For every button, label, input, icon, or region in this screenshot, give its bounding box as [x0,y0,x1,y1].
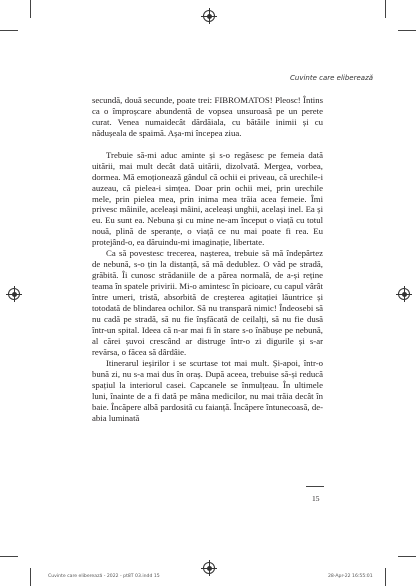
crop-mark [0,30,18,31]
folio-rule [306,486,324,487]
crop-mark [30,568,31,586]
crop-mark [398,30,416,31]
page-number: 15 [312,494,320,503]
crop-mark [30,0,31,18]
paragraph: Trebuie să-mi aduc aminte și s-o regăsesc pe femeia dată uitării, mai mult decât dată uitării, dizolvată. Mergea, vorbea, dormea. Mă emoționează gândul că ochii ei priveau, că urechile-i auzeau, că pielea-i simțea. Doar prin ochii mei, prin urechile mele, prin pielea mea, prin inima mea trăia acea femeie. Îmi privesc mâinile, aceleași mâini, aceleași unghii, același inel. Ea și eu. Eu sunt ea. Nebuna și cu mine ne-am început o viață cu totul nouă, plină de speranțe, o viață ce nu mai poate fi rea. Eu protejând-o, ea dăruindu-mi imaginație, libertate. [92,149,323,248]
body-text [92,95,323,424]
registration-mark-right [398,288,410,300]
crop-mark [398,556,416,557]
crop-mark [385,0,386,18]
slug-timestamp: 28-Apr-22 16:55:01 [328,574,373,579]
slug-file-info: Cuvinte care eliberează - 2022 - pt8T 03.indd 15 [48,574,160,579]
registration-mark-bottom [203,562,215,574]
running-head: Cuvinte care eliberează [290,74,374,82]
crop-mark [385,568,386,586]
paragraph: Ca să povestesc trecerea, nașterea, trebuie să mă îndepărtez de nebună, s-o țin la distanță, să mă dedublez. O văd pe stradă, grăbită. Îi cunosc strădaniile de a părea normală, de a-și reține teama în spatele privirii. Mi-o amintesc în picioare, cu capul vârât între umeri, tristă, absorbită de creșterea agitației lăuntrice și totodată de blindarea ochilor. Să nu transpară nimic! Îndeosebi să nu cadă pe stradă, să nu fie înșfăcată de ceilalți, să nu fie dusă într-un spital. Ideea că n-ar mai fi în stare s-o înăbușe pe nebună, al cărei șuvoi crescând ar distruge într-o zi digurile și s-ar revărsa, o făcea să dârdâie. [92,248,323,357]
registration-mark-top [203,10,215,22]
paragraph: Itinerarul ieșirilor i se scurtase tot mai mult. Și-apoi, într-o bună zi, nu s-a mai dus în oraș. După aceea, trebuise să-și reducă spațiul la interiorul casei. Capcanele se înmulțeau. În ultimele luni, înainte de a fi dată pe mâna medicilor, nu mai trăia decât în baie. Încăpere albă pardosită cu faianță. Încăpere întunecoasă, de-abia luminată [92,357,323,423]
registration-mark-left [8,288,20,300]
paragraph: secundă, două secunde, poate trei: FIBROMATOS! Pleosc! Întins ca o împroșcare abundentă de vopsea unsuroasă pe un perete curat. Venea numaidecât dărdăiala, cu bătăile inimii și cu nădușeala de spaimă. Așa-mi începea ziua. [92,95,323,138]
crop-mark [0,556,18,557]
